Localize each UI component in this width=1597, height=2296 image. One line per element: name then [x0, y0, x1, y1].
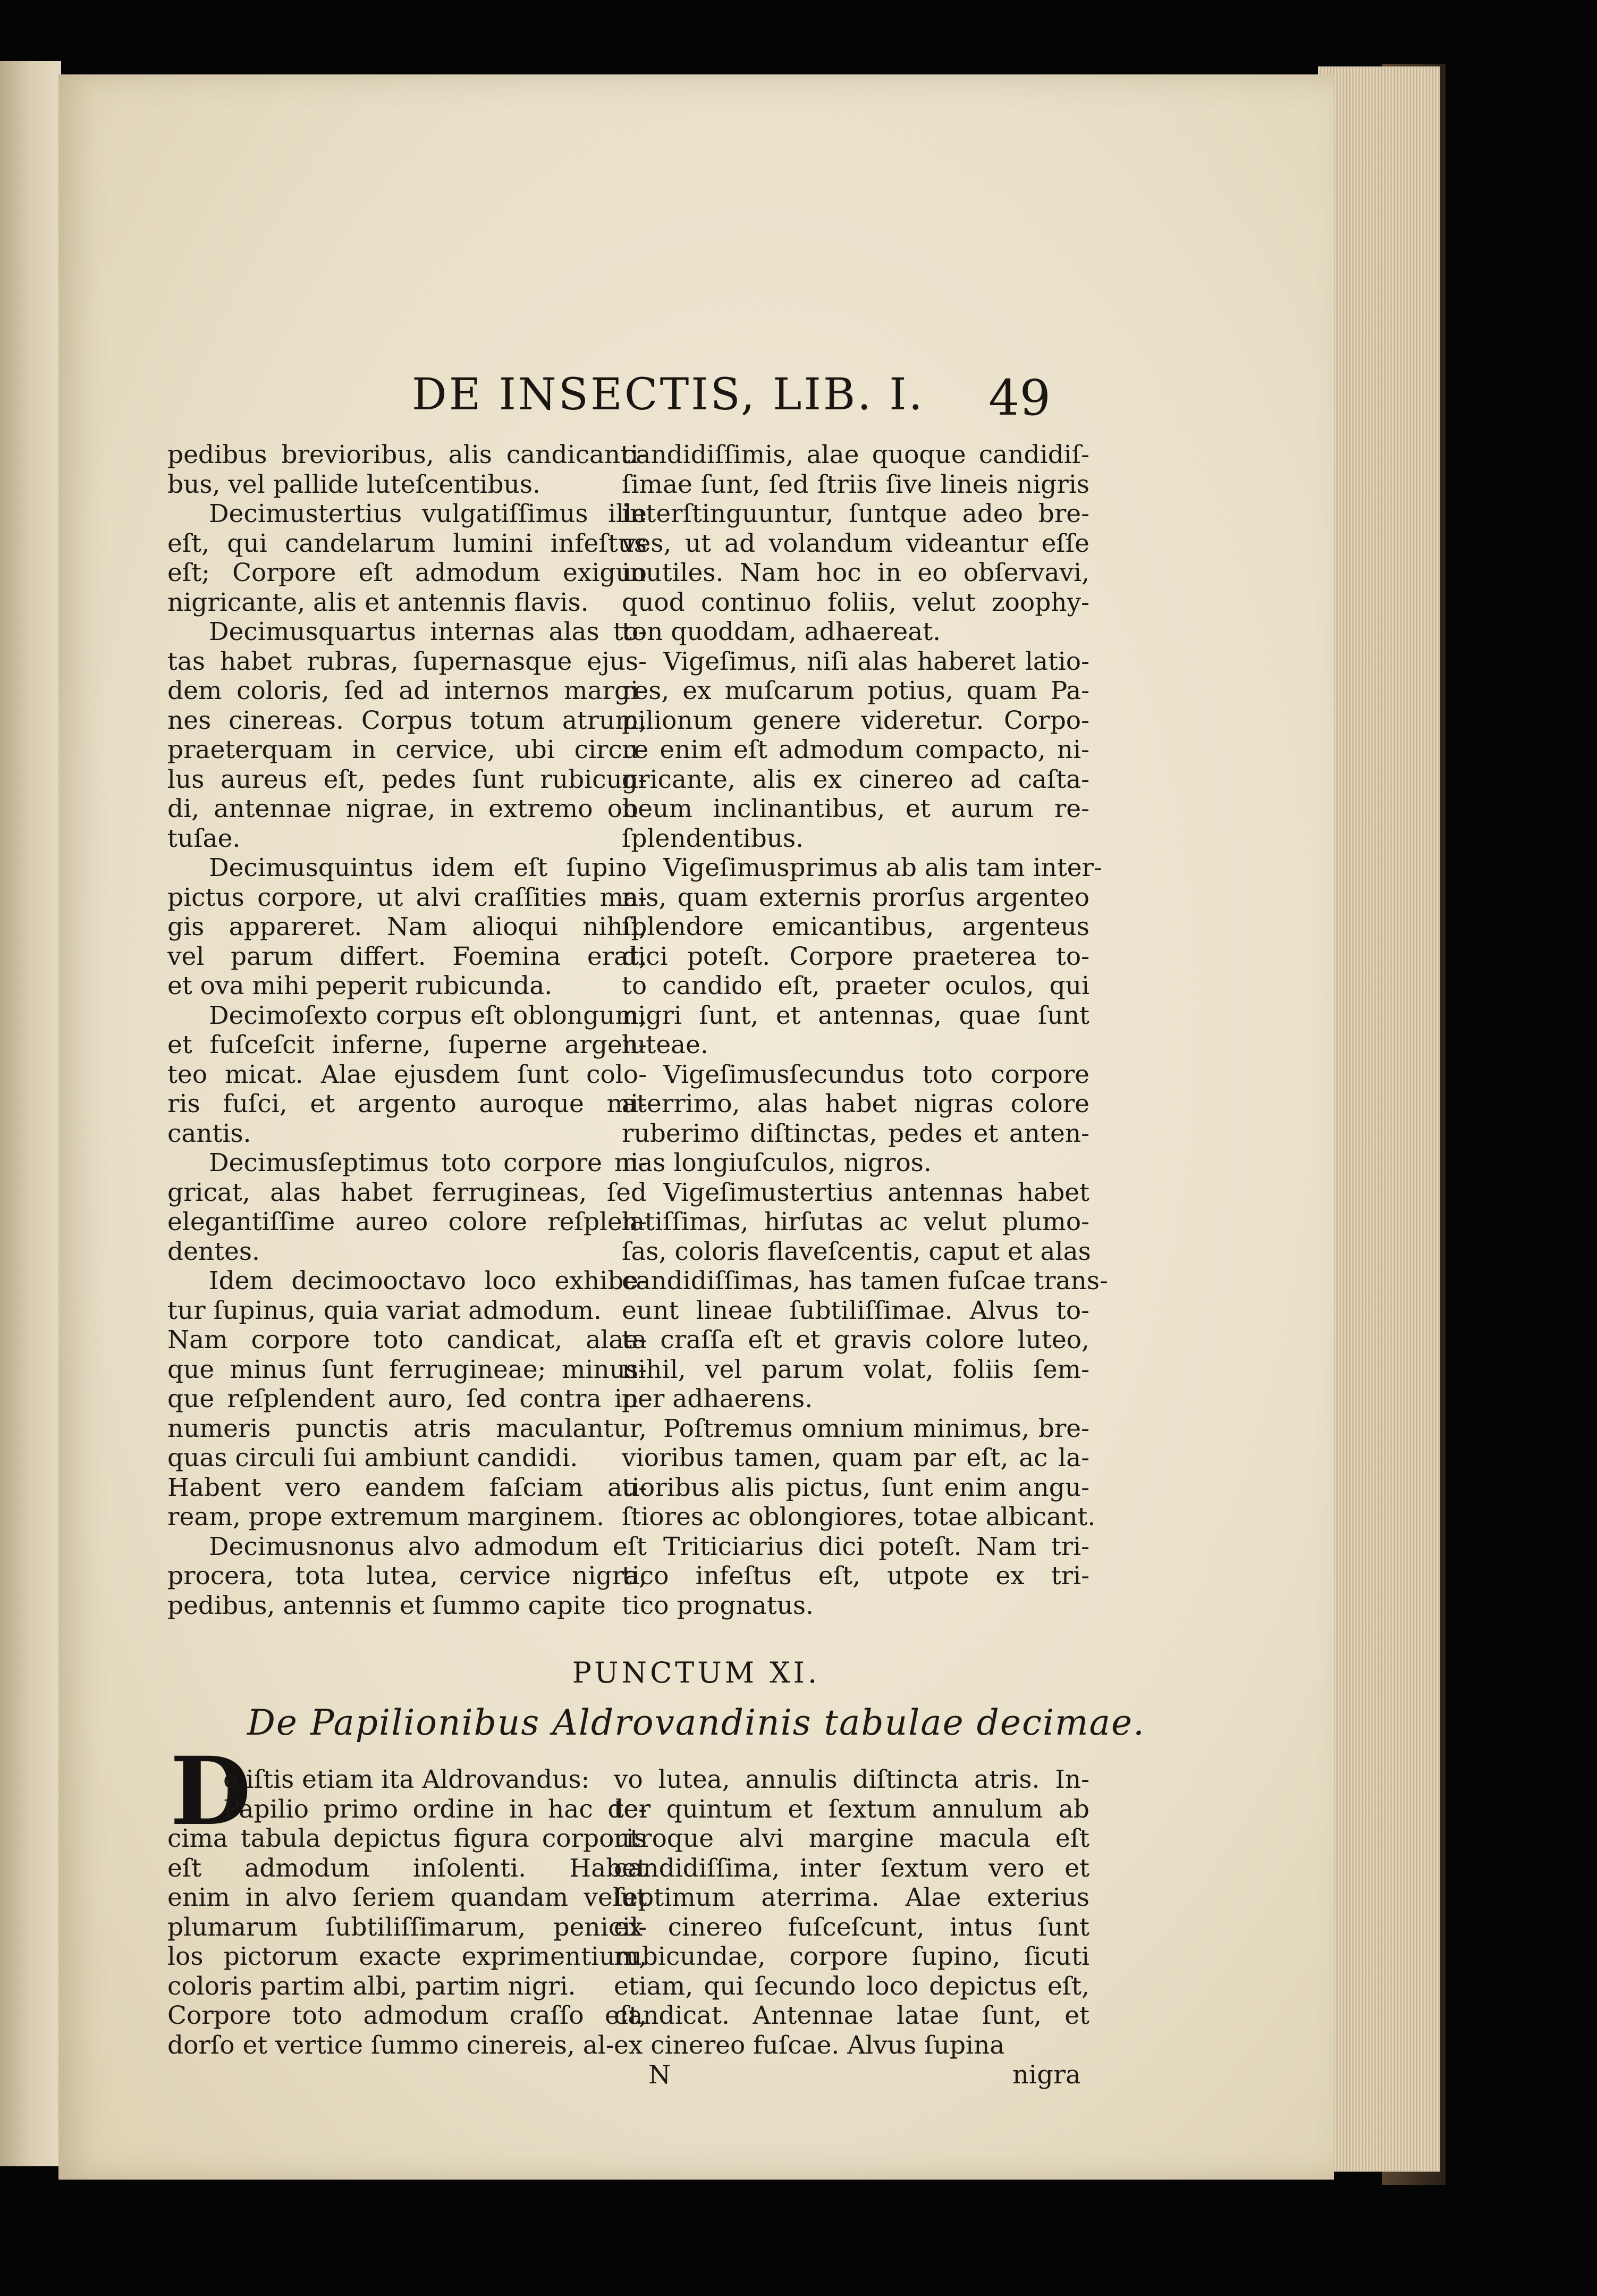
text-line: pedibus, antennis et ſummo capite [167, 1591, 606, 1620]
text-line: et ova mihi peperit rubicunda. [167, 971, 553, 1000]
drop-cap: D [170, 1736, 251, 1846]
text-line: Triticiarius dici poteſt. Nam tri- [663, 1532, 1089, 1561]
running-head [58, 369, 1334, 428]
text-line: gricante, alis ex cinereo ad caſta- [622, 764, 1089, 794]
text-line: et fuſceſcit inferne, ſuperne argen- [167, 1030, 647, 1059]
text-line: nis, quam externis prorſus argenteo [622, 882, 1089, 912]
text-line: ſtiores ac oblongiores, totae albicant. [622, 1502, 1096, 1532]
text-line: dorſo et vertice ſummo cinereis, al- [167, 2030, 614, 2060]
text-line: cima tabula depictus figura corporis [167, 1824, 647, 1853]
lower-right-text-column [614, 1765, 1089, 2060]
text-line: pilionum genere videretur. Corpo- [622, 705, 1089, 735]
text-line: nes cinereas. Corpus totum atrum, [167, 705, 647, 735]
text-line: dici poteſt. Corpore praeterea to- [622, 941, 1089, 971]
left-text-column [167, 440, 647, 1620]
text-line: plumarum ſubtiliſſimarum, penicil- [167, 1912, 647, 1942]
text-line: que minus ſunt ferrugineae; minus- [167, 1355, 647, 1384]
text-line: Corpore toto admodum craſſo eſt, [167, 2001, 647, 2030]
text-line: coloris partim albi, partim nigri. [167, 1971, 576, 2001]
text-line: neum inclinantibus, et aurum re- [622, 794, 1089, 823]
page-fore-edge [1318, 66, 1440, 2172]
right-text-column [622, 440, 1108, 1620]
text-line: nigri ſunt, et antennas, quae ſunt [622, 1000, 1089, 1030]
text-line: ſplendentibus. [622, 823, 804, 853]
text-line: aterrimo, alas habet nigras colore [622, 1089, 1089, 1118]
text-line: elegantiſſime aureo colore reſplen- [167, 1207, 647, 1237]
page-number: 49 [988, 369, 1051, 426]
text-line: eſt admodum inſolenti. Habet [167, 1853, 647, 1883]
text-line: Vigeſimus, niſi alas haberet latio- [663, 646, 1089, 676]
text-line: ex cinereo fuſcae. Alvus ſupina [614, 2030, 1005, 2060]
facing-page-edge [0, 61, 61, 2166]
text-line: Vigeſimustertius antennas habet [663, 1178, 1089, 1207]
text-line: eſt; Corpore eſt admodum exiguo [167, 558, 647, 587]
text-line: per adhaerens. [622, 1384, 813, 1414]
text-line: gis appareret. Nam alioqui nihil, [167, 912, 647, 941]
text-line: Vigeſimusprimus ab alis tam inter- [663, 853, 1102, 882]
signature-mark: N [648, 2060, 671, 2090]
text-line: ſplendore emicantibus, argenteus [622, 912, 1089, 941]
catchword: nigra [1012, 2060, 1081, 2090]
lower-left-text-column [167, 1765, 647, 2060]
text-line: ton quoddam, adhaereat. [622, 617, 941, 646]
text-line: vo lutea, annulis diſtincta atris. In- [614, 1765, 1089, 1794]
text-line: ruberimo diſtinctas, pedes et anten- [622, 1118, 1089, 1148]
text-line: vioribus tamen, quam par eſt, ac la- [622, 1443, 1089, 1473]
text-line: gricat, alas habet ferrugineas, ſed [167, 1178, 647, 1207]
text-line: pedibus brevioribus, alis candicanti- [167, 440, 647, 469]
text-line: ris fuſci, et argento auroque mi- [167, 1089, 647, 1118]
text-line: e iſtis etiam ita Aldrovandus: [223, 1765, 590, 1794]
text-line: quas circuli ſui ambiunt candidi. [167, 1443, 578, 1473]
text-line: candicat. Antennae latae ſunt, et [614, 2001, 1089, 2030]
text-line: tas habet rubras, ſupernasque ejus- [167, 646, 647, 676]
text-line: candidiſſimis, alae quoque candidiſ- [622, 440, 1089, 469]
text-line: dentes. [167, 1237, 260, 1266]
text-line: ream, prope extremum marginem. [167, 1502, 605, 1532]
text-line: ter quintum et ſextum annulum ab [614, 1794, 1089, 1824]
text-line: inutiles. Nam hoc in eo obſervavi, [622, 558, 1089, 587]
text-line: Decimusſeptimus toto corpore ni- [209, 1148, 647, 1178]
text-line: eunt lineae ſubtiliſſimae. Alvus to- [622, 1296, 1089, 1325]
text-line: Decimustertius vulgatiſſimus ille [209, 499, 647, 528]
text-line: res, ex muſcarum potius, quam Pa- [622, 676, 1089, 705]
text-line: Idem decimooctavo loco exhibe- [209, 1266, 647, 1296]
text-line: candidiſſimas, has tamen fuſcae trans- [622, 1266, 1108, 1296]
text-line: lus aureus eſt, pedes ſunt rubicun- [167, 764, 647, 794]
text-line: eſt, qui candelarum lumini infeſtus [167, 528, 647, 558]
text-line: rubicundae, corpore ſupino, ſicuti [614, 1942, 1089, 1971]
text-line: utroque alvi margine macula eſt [614, 1824, 1089, 1853]
text-line: tur ſupinus, quia variat admodum. [167, 1296, 602, 1325]
text-line: tico prognatus. [622, 1591, 814, 1620]
text-line: candidiſſima, inter ſextum vero et [614, 1853, 1089, 1883]
text-line: cantis. [167, 1118, 251, 1148]
text-line: luteae. [622, 1030, 708, 1059]
text-line: re enim eſt admodum compacto, ni- [622, 735, 1089, 764]
text-line: tioribus alis pictus, ſunt enim angu- [622, 1473, 1089, 1502]
text-line: pictus corpore, ut alvi craſſities ma- [167, 882, 647, 912]
text-line: tico infeſtus eſt, utpote ex tri- [622, 1561, 1089, 1591]
text-line: Papilio primo ordine in hac de- [223, 1794, 647, 1824]
text-line: ſimae ſunt, ſed ſtriis ſive lineis nigris [622, 469, 1089, 499]
text-line: ex cinereo fuſceſcunt, intus ſunt [614, 1912, 1089, 1942]
text-line: Habent vero eandem faſciam au- [167, 1473, 647, 1502]
section-heading: PUNCTUM XI. [572, 1656, 821, 1689]
text-line: ves, ut ad volandum videantur eſſe [622, 528, 1089, 558]
text-line: di, antennae nigrae, in extremo ob- [167, 794, 647, 823]
text-line: los pictorum exacte exprimentium, [167, 1942, 647, 1971]
text-line: nihil, vel parum volat, foliis ſem- [622, 1355, 1089, 1384]
text-line: nigricante, alis et antennis flavis. [167, 587, 589, 617]
running-head-title: DE INSECTIS, LIB. I. [412, 369, 925, 420]
text-line: Decimusnonus alvo admodum eſt [209, 1532, 647, 1561]
text-line: Decimusquartus internas alas to- [209, 617, 647, 646]
text-line: interſtinguuntur, ſuntque adeo bre- [622, 499, 1089, 528]
section-subheading: De Papilionibus Aldrovandinis tabulae decimae. [247, 1702, 1146, 1743]
text-line: teo micat. Alae ejusdem ſunt colo- [167, 1059, 647, 1089]
text-line: quod continuo foliis, velut zoophy- [622, 587, 1089, 617]
text-line: praeterquam in cervice, ubi circu- [167, 735, 647, 764]
text-line: numeris punctis atris maculantur, [167, 1414, 647, 1443]
text-line: procera, tota lutea, cervice nigra, [167, 1561, 647, 1591]
text-line: ſas, coloris flaveſcentis, caput et alas [622, 1237, 1091, 1266]
book-page [58, 74, 1334, 2180]
text-line: etiam, qui ſecundo loco depictus eſt, [614, 1971, 1089, 2001]
text-line: to candido eſt, praeter oculos, qui [622, 971, 1089, 1000]
text-line: Vigeſimusſecundus toto corpore [663, 1059, 1089, 1089]
text-line: ſeptimum aterrima. Alae exterius [614, 1883, 1089, 1912]
text-line: Decimoſexto corpus eſt oblongum, [209, 1000, 647, 1030]
text-line: tuſae. [167, 823, 241, 853]
text-line: nas longiuſculos, nigros. [622, 1148, 932, 1178]
text-line: ta craſſa eſt et gravis colore luteo, [622, 1325, 1089, 1355]
text-line: latiſſimas, hirſutas ac velut plumo- [622, 1207, 1089, 1237]
text-line: Poſtremus omnium minimus, bre- [663, 1414, 1089, 1443]
text-line: bus, vel pallide luteſcentibus. [167, 469, 540, 499]
text-line: dem coloris, ſed ad internos margi- [167, 676, 647, 705]
text-line: enim in alvo ſeriem quandam velut [167, 1883, 647, 1912]
text-line: que reſplendent auro, ſed contra in- [167, 1384, 647, 1414]
text-line: Decimusquintus idem eſt ſupino [209, 853, 647, 882]
text-line: Nam corpore toto candicat, alae- [167, 1325, 647, 1355]
text-line: vel parum differt. Foemina erat, [167, 941, 647, 971]
